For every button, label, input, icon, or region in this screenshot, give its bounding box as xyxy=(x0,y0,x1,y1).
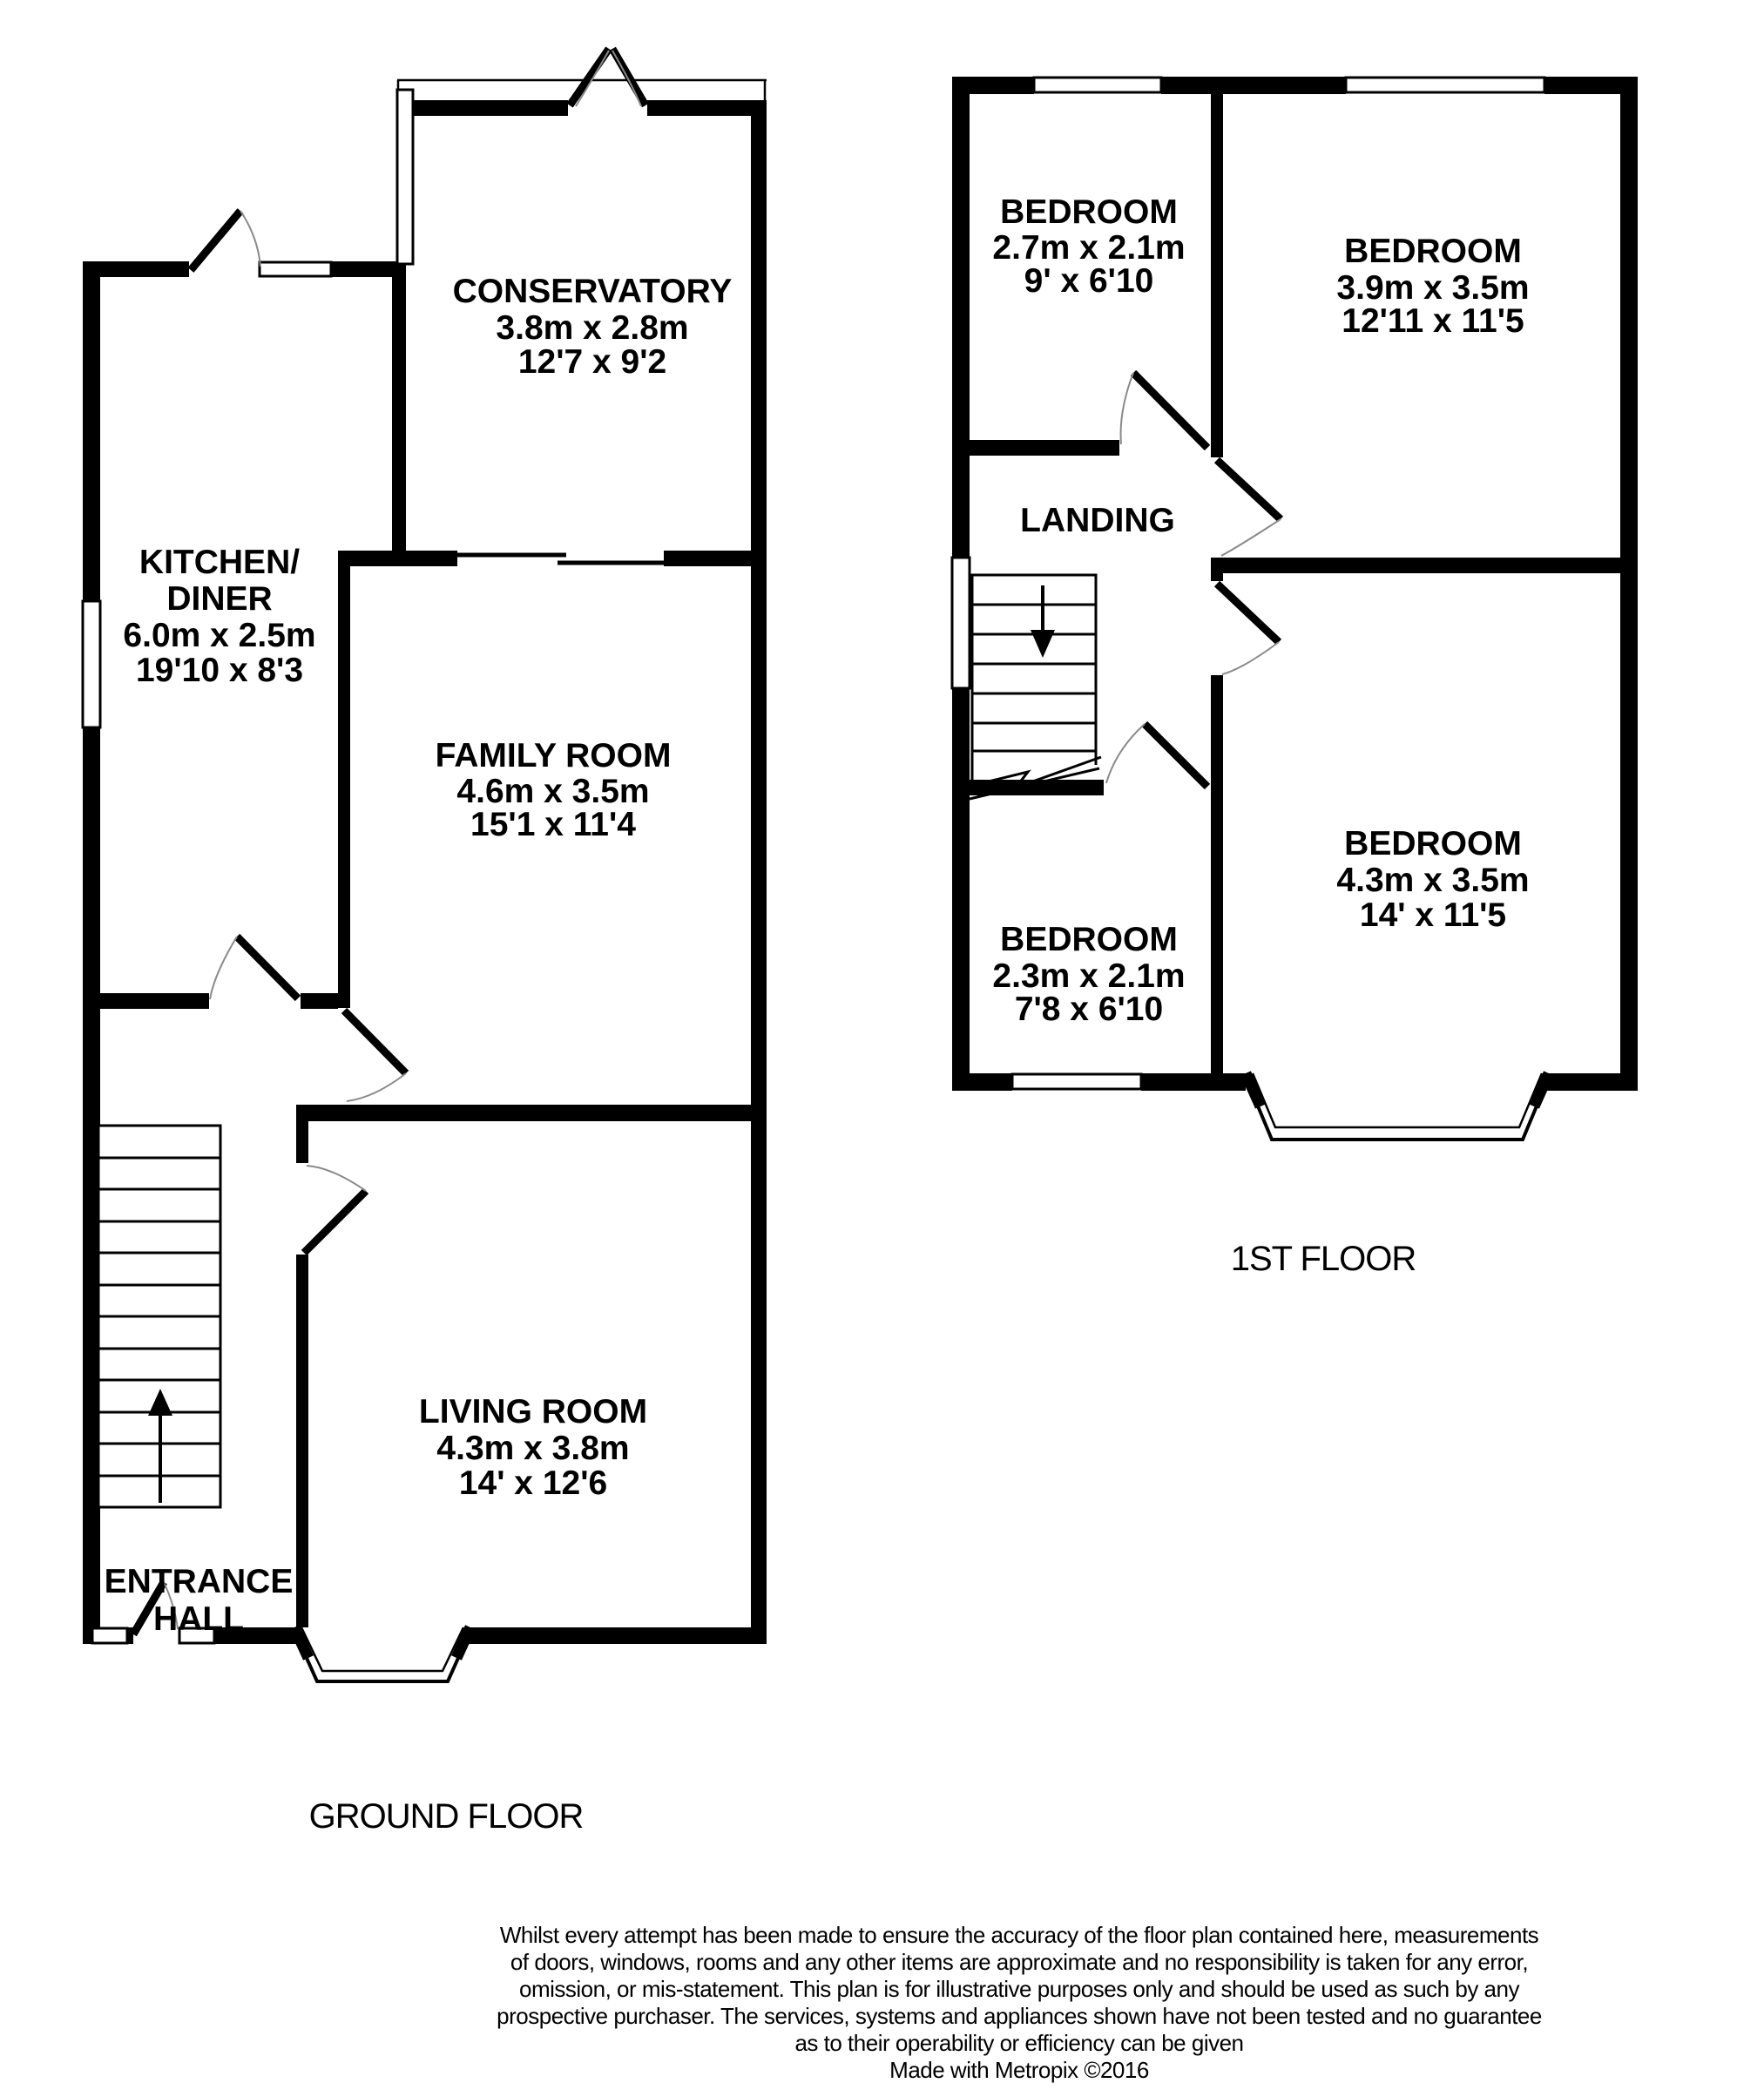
french-door-leaf xyxy=(612,49,645,105)
door-leaf xyxy=(304,1191,366,1253)
window xyxy=(1346,78,1544,92)
wall-segment xyxy=(1211,675,1223,1091)
door-leaf xyxy=(344,1011,406,1073)
wall-segment xyxy=(952,440,1119,456)
wall-segment xyxy=(952,1073,1012,1091)
door-leaf xyxy=(1217,584,1279,642)
door-swing-arc xyxy=(1121,373,1133,444)
door-swing-arc xyxy=(347,1073,406,1101)
wall-segment xyxy=(1223,558,1620,573)
room-label-family-room: FAMILY ROOM xyxy=(435,737,672,774)
window xyxy=(952,558,970,688)
wall-segment xyxy=(664,551,751,566)
room-dimension-imperial: 15'1 x 11'4 xyxy=(470,806,636,843)
wall-segment xyxy=(83,261,100,601)
window xyxy=(83,601,100,727)
door-swing-arc xyxy=(240,211,260,267)
room-dimension-metric: 4.3m x 3.5m xyxy=(1336,862,1530,899)
wall-segment xyxy=(83,993,209,1009)
wall-segment xyxy=(1161,77,1346,94)
wall-segment xyxy=(413,100,568,116)
room-dimension-metric: 6.0m x 2.5m xyxy=(123,617,316,654)
bay-window-corner xyxy=(1534,1073,1549,1106)
window xyxy=(1034,78,1161,92)
wall-segment xyxy=(392,263,406,559)
disclaimer-line: omission, or mis-statement. This plan is for illustrative purposes only and should be used as such by any xyxy=(519,1976,1519,2002)
conservatory-glazed-wall xyxy=(397,90,413,264)
door-swing-arc xyxy=(576,51,609,106)
metropix-credit: Made with Metropix ©2016 xyxy=(889,2057,1149,2083)
wall-segment xyxy=(1547,1073,1638,1091)
room-dimension-metric: 2.3m x 2.1m xyxy=(992,957,1186,995)
window xyxy=(260,262,331,276)
door-leaf xyxy=(1145,724,1207,787)
stairs-down-arrow-head xyxy=(1031,630,1055,658)
first-floor-doors xyxy=(1106,373,1281,787)
french-door-leaf xyxy=(570,49,609,105)
wall-segment xyxy=(1141,1073,1246,1091)
door-swing-arc xyxy=(307,1166,366,1191)
bay-window-line xyxy=(1253,1073,1542,1127)
window xyxy=(92,1628,127,1643)
door-swing-arc xyxy=(1221,519,1281,556)
room-label-bedroom: BEDROOM xyxy=(1000,921,1178,958)
window xyxy=(1012,1074,1141,1089)
wall-segment xyxy=(83,261,189,277)
first-floor-title: 1ST FLOOR xyxy=(1230,1240,1416,1278)
room-dimension-metric: 3.9m x 3.5m xyxy=(1336,269,1530,307)
wall-segment xyxy=(296,1255,308,1627)
wall-segment xyxy=(338,551,457,566)
ground-floor-title: GROUND FLOOR xyxy=(308,1797,584,1836)
first-floor-stairs xyxy=(967,575,1101,799)
room-dimension-imperial: 14' x 12'6 xyxy=(458,1464,608,1502)
door-swing-arc xyxy=(1106,724,1145,783)
bay-window-corner xyxy=(1246,1073,1260,1106)
room-dimension-imperial: 12'7 x 9'2 xyxy=(517,343,667,381)
room-label-kitchen-diner: DINER xyxy=(166,580,273,618)
room-dimension-metric: 4.6m x 3.5m xyxy=(456,773,650,810)
bay-window-line xyxy=(301,1627,463,1671)
ground-floor-labels xyxy=(105,273,733,1836)
staircase-outline xyxy=(972,575,1096,786)
wall-segment xyxy=(338,551,350,1008)
wall-segment xyxy=(952,688,970,1091)
ground-floor-stairs xyxy=(98,1126,220,1507)
room-label-landing: LANDING xyxy=(1020,502,1175,539)
wall-segment xyxy=(751,100,767,1644)
first-floor-plan xyxy=(952,77,1638,1278)
ground-floor-bay-window xyxy=(294,1627,470,1681)
bay-window-line xyxy=(294,1631,470,1681)
wall-segment xyxy=(1211,94,1223,457)
first-floor-bay-window xyxy=(1246,1073,1549,1140)
room-dimension-metric: 2.7m x 2.1m xyxy=(992,229,1186,267)
wall-segment xyxy=(952,77,970,558)
room-dimension-imperial: 19'10 x 8'3 xyxy=(135,652,304,689)
wall-segment xyxy=(1620,77,1638,1091)
bay-window-corner xyxy=(294,1627,308,1658)
room-label-bedroom: BEDROOM xyxy=(1000,193,1178,231)
room-dimension-metric: 4.3m x 3.8m xyxy=(436,1430,630,1467)
door-swing-arc xyxy=(210,937,237,999)
room-label-entrance-hall: ENTRANCE xyxy=(104,1563,294,1600)
door-leaf xyxy=(1217,460,1281,519)
wall-segment xyxy=(1211,558,1223,581)
door-leaf xyxy=(1133,373,1207,448)
room-dimension-imperial: 7'8 x 6'10 xyxy=(1014,991,1164,1028)
disclaimer-line: as to their operability or efficiency can be given xyxy=(794,2030,1244,2056)
disclaimer-line: prospective purchaser. The services, systems and appliances shown have not been tested and no guarantee xyxy=(497,2003,1542,2029)
wall-segment xyxy=(469,1627,767,1644)
wall-segment xyxy=(301,993,338,1009)
room-dimension-imperial: 9' x 6'10 xyxy=(1024,262,1154,300)
bay-window-line xyxy=(1246,1077,1549,1140)
wall-segment xyxy=(296,1105,751,1121)
stair-treads xyxy=(972,605,1096,751)
ground-floor-sliding-door xyxy=(457,555,664,563)
disclaimer-line: of doors, windows, rooms and any other items are approximate and no responsibility is taken for any error, xyxy=(510,1949,1529,1975)
door-swing-arc xyxy=(1222,642,1279,674)
room-label-living-room: LIVING ROOM xyxy=(418,1393,648,1431)
footer-disclaimer xyxy=(497,1922,1542,2083)
room-label-conservatory: CONSERVATORY xyxy=(452,273,733,310)
room-dimension-imperial: 14' x 11'5 xyxy=(1359,896,1507,934)
door-leaf xyxy=(237,937,298,998)
door-leaf xyxy=(191,211,240,270)
room-dimension-imperial: 12'11 x 11'5 xyxy=(1342,302,1524,340)
room-label-bedroom: BEDROOM xyxy=(1344,233,1522,270)
room-dimension-metric: 3.8m x 2.8m xyxy=(496,309,689,347)
ground-floor-plan xyxy=(83,49,767,1836)
disclaimer-line: Whilst every attempt has been made to ensure the accuracy of the floor plan contained here, measurements xyxy=(499,1922,1539,1948)
room-label-kitchen-diner: KITCHEN/ xyxy=(139,544,301,581)
wall-segment xyxy=(296,1121,308,1163)
bay-window-corner xyxy=(456,1627,470,1658)
room-label-entrance-hall: HALL xyxy=(153,1600,244,1638)
wall-segment xyxy=(647,100,767,116)
room-label-bedroom: BEDROOM xyxy=(1344,825,1522,862)
